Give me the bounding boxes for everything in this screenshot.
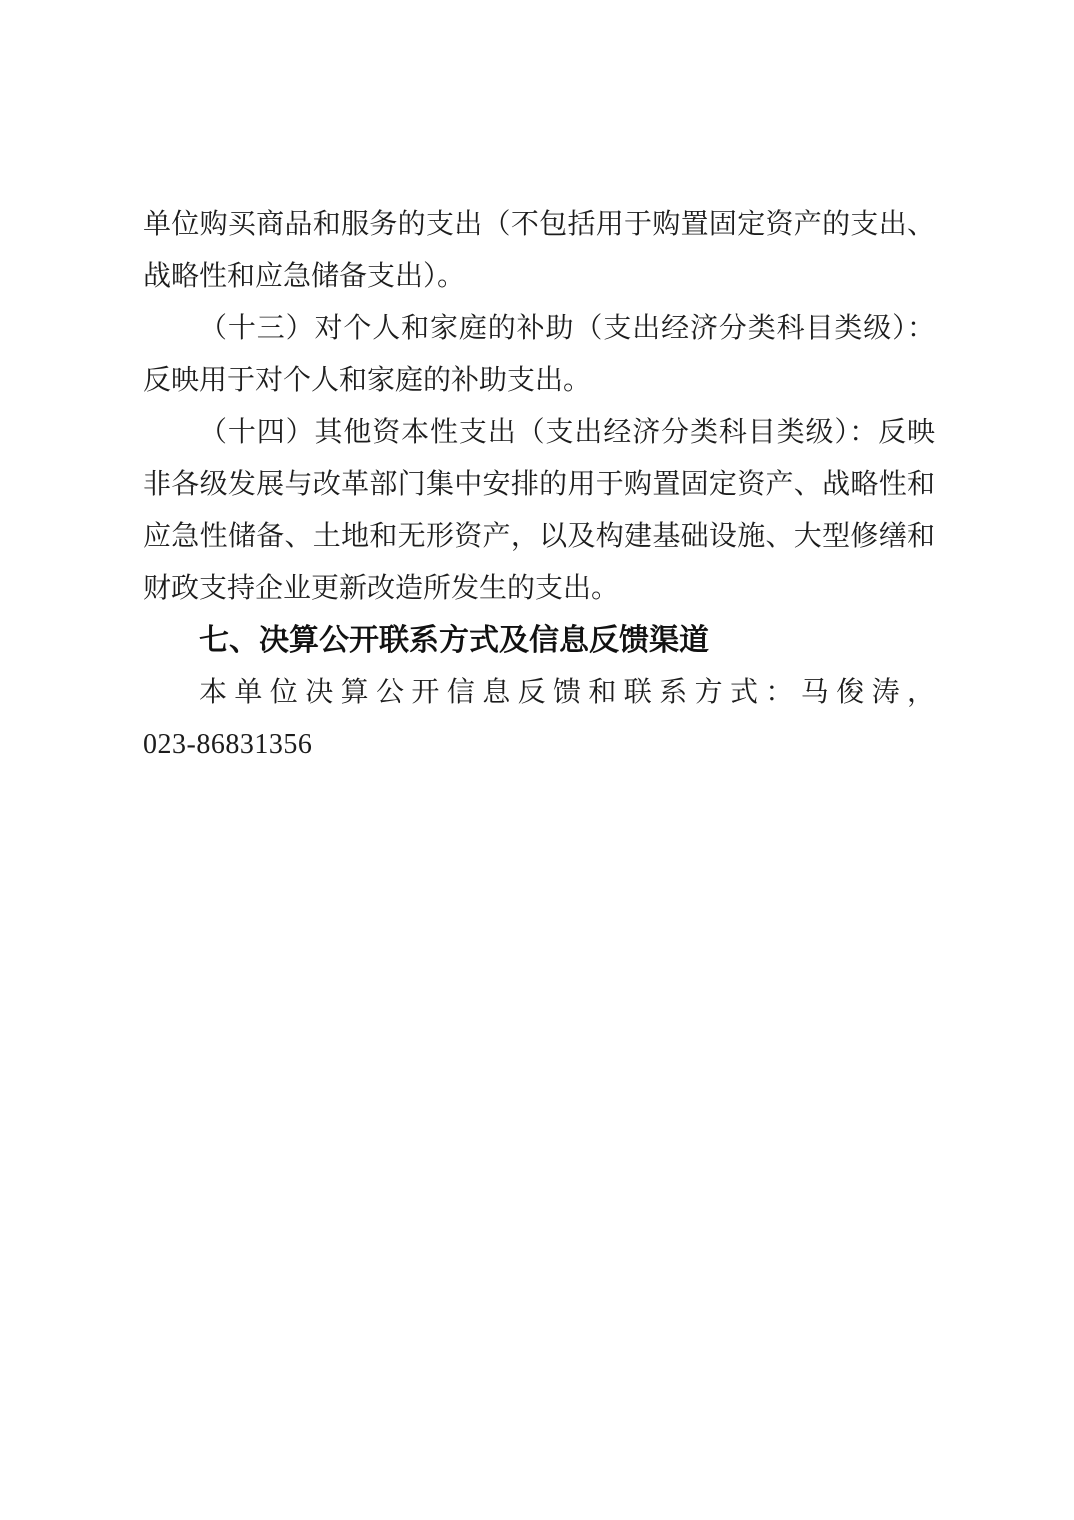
page-content [143,199,935,771]
contact-feedback-line: 本单位决算公开信息反馈和联系方式：马俊涛， [199,677,935,708]
section-heading-disclosure-contact: 七、决算公开联系方式及信息反馈渠道 [199,624,709,657]
phone-number: 023-86831356 [143,729,313,760]
paragraph-item-14-other-capital-expenditure: （十四）其他资本性支出（支出经济分类科目类级）：反映非各级发展与改革部门集中安排的用于购置固定资产、战略性和应急性储备、土地和无形资产，以及构建基础设施、大型修缮和财政支持企业更新改造所发生的支出。 [143,417,935,604]
paragraph-item-13-subsidies: （十三）对个人和家庭的补助（支出经济分类科目类级）：反映用于对个人和家庭的补助支出。 [143,313,935,396]
paragraph-goods-services-expenditure: 单位购买商品和服务的支出（不包括用于购置固定资产的支出、战略性和应急储备支出）。 [143,209,935,292]
